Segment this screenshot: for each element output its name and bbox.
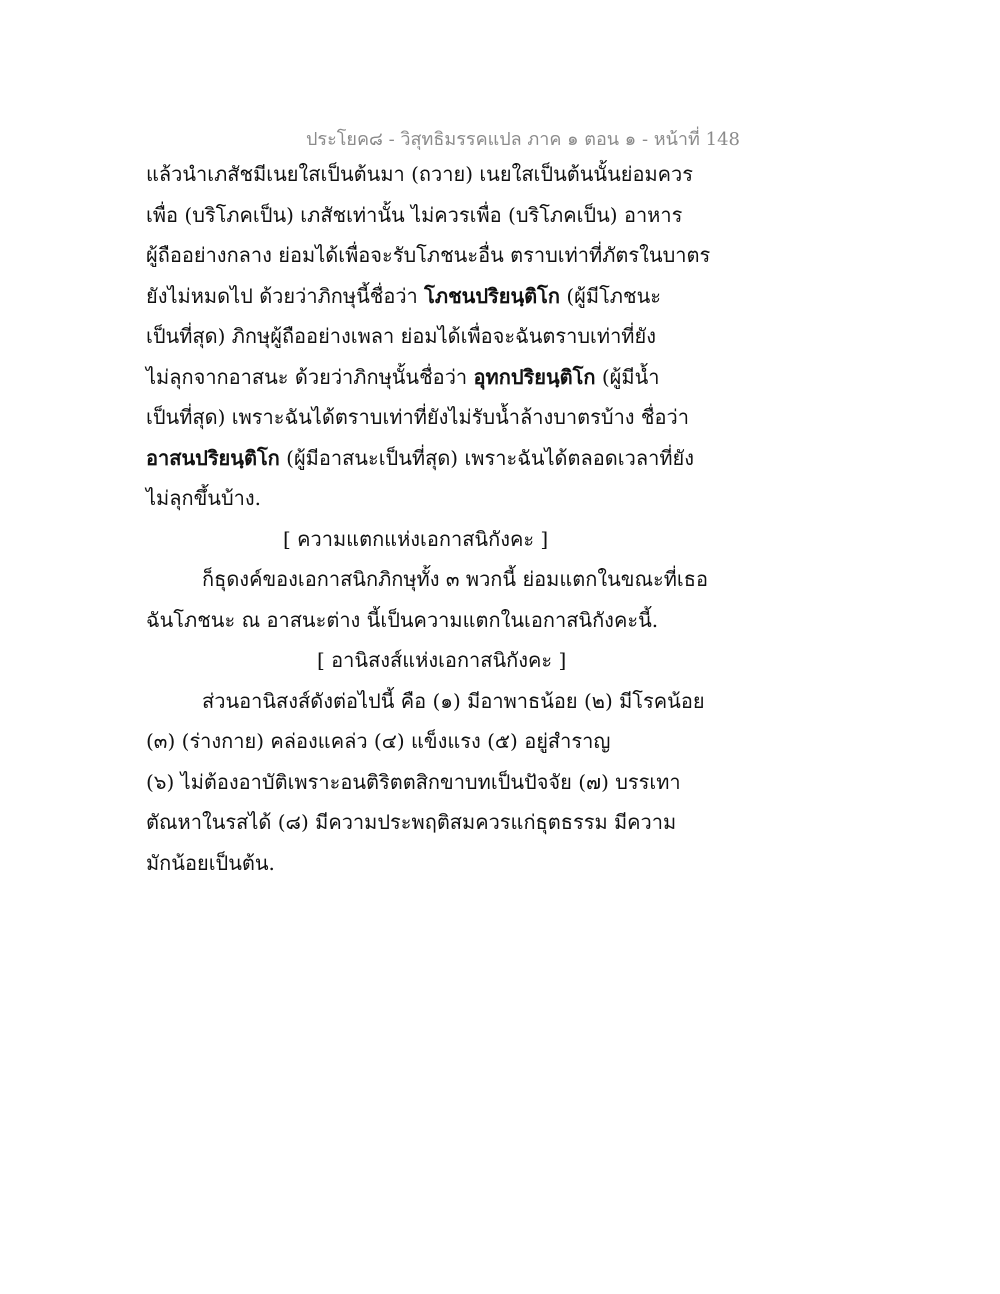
text-span: (ผู้มีน้ำ bbox=[595, 364, 660, 389]
text-line bbox=[146, 316, 714, 357]
text-span: ก็ธุดงค์ของเอกาสนิกภิกษุทั้ง ๓ พวกนี้ ย่อมแตกในขณะที่เธอ bbox=[202, 567, 708, 591]
bold-term: อาสนปริยนฺติโก bbox=[146, 445, 280, 470]
text-span: เป็นที่สุด) ภิกษุผู้ถืออย่างเพลา ย่อมได้เพื่อจะฉันตราบเท่าที่ยัง bbox=[146, 324, 656, 348]
text-line bbox=[146, 559, 714, 600]
text-line bbox=[146, 600, 714, 641]
text-span: [ อานิสงส์แห่งเอกาสนิกังคะ ] bbox=[317, 648, 567, 672]
text-line bbox=[146, 762, 714, 803]
text-span: ไม่ลุกขึ้นบ้าง. bbox=[146, 486, 261, 510]
text-span: [ ความแตกแห่งเอกาสนิกังคะ ] bbox=[283, 526, 549, 551]
section-heading bbox=[146, 519, 714, 560]
text-line bbox=[146, 276, 714, 317]
text-span: (ผู้มีอาสนะเป็นที่สุด) เพราะฉันได้ตลอดเวลาที่ยัง bbox=[279, 445, 695, 470]
text-line bbox=[146, 478, 714, 519]
text-line bbox=[146, 397, 714, 438]
text-span: ฉันโภชนะ ณ อาสนะต่าง นี้เป็นความแตกในเอกาสนิกังคะนี้. bbox=[146, 607, 659, 632]
bold-term: อุทกปริยนฺติโก bbox=[473, 364, 596, 389]
text-line bbox=[146, 843, 714, 884]
text-line bbox=[146, 195, 714, 236]
text-line bbox=[146, 357, 714, 398]
text-span: แล้วนำเภสัชมีเนยใสเป็นต้นมา (ถวาย) เนยใสเป็นต้นนั้นย่อมควร bbox=[146, 162, 694, 186]
text-line bbox=[146, 154, 714, 195]
bold-term: โภชนปริยนฺติโก bbox=[424, 283, 560, 308]
text-span: ยังไม่หมดไป ด้วยว่าภิกษุนี้ชื่อว่า bbox=[146, 283, 425, 308]
running-head: ประโยค๘ - วิสุทธิมรรคแปล ภาค ๑ ตอน ๑ - หน้าที่ 148 bbox=[306, 129, 740, 150]
text-line bbox=[146, 438, 714, 479]
text-span: (๖) ไม่ต้องอาบัติเพราะอนติริตตสิกขาบทเป็นปัจจัย (๗) บรรเทา bbox=[146, 769, 681, 794]
text-span: ไม่ลุกจากอาสนะ ด้วยว่าภิกษุนั้นชื่อว่า bbox=[146, 364, 474, 389]
text-span: มักน้อยเป็นต้น. bbox=[146, 850, 275, 875]
text-line bbox=[146, 721, 714, 762]
text-span: ตัณหาในรสได้ (๘) มีความประพฤติสมควรแก่ธุตธรรม มีความ bbox=[146, 810, 677, 834]
text-span: (ผู้มีโภชนะ bbox=[560, 283, 661, 308]
text-span: เป็นที่สุด) เพราะฉันได้ตราบเท่าที่ยังไม่รับน้ำล้างบาตรบ้าง ชื่อว่า bbox=[146, 405, 689, 429]
body-text bbox=[146, 154, 714, 883]
text-line bbox=[146, 802, 714, 843]
text-span: ส่วนอานิสงส์ดังต่อไปนี้ คือ (๑) มีอาพาธน้อย (๒) มีโรคน้อย bbox=[202, 688, 705, 713]
text-line bbox=[146, 681, 714, 722]
section-heading bbox=[146, 640, 714, 681]
text-span: เพื่อ (บริโภคเป็น) เภสัชเท่านั้น ไม่ควรเพื่อ (บริโภคเป็น) อาหาร bbox=[146, 202, 683, 227]
text-line bbox=[146, 235, 714, 276]
text-span: ผู้ถืออย่างกลาง ย่อมได้เพื่อจะรับโภชนะอื่น ตราบเท่าที่ภัตรในบาตร bbox=[146, 243, 711, 267]
text-span: (๓) (ร่างกาย) คล่องแคล่ว (๔) แข็งแรง (๕) อยู่สำราญ bbox=[146, 729, 611, 753]
